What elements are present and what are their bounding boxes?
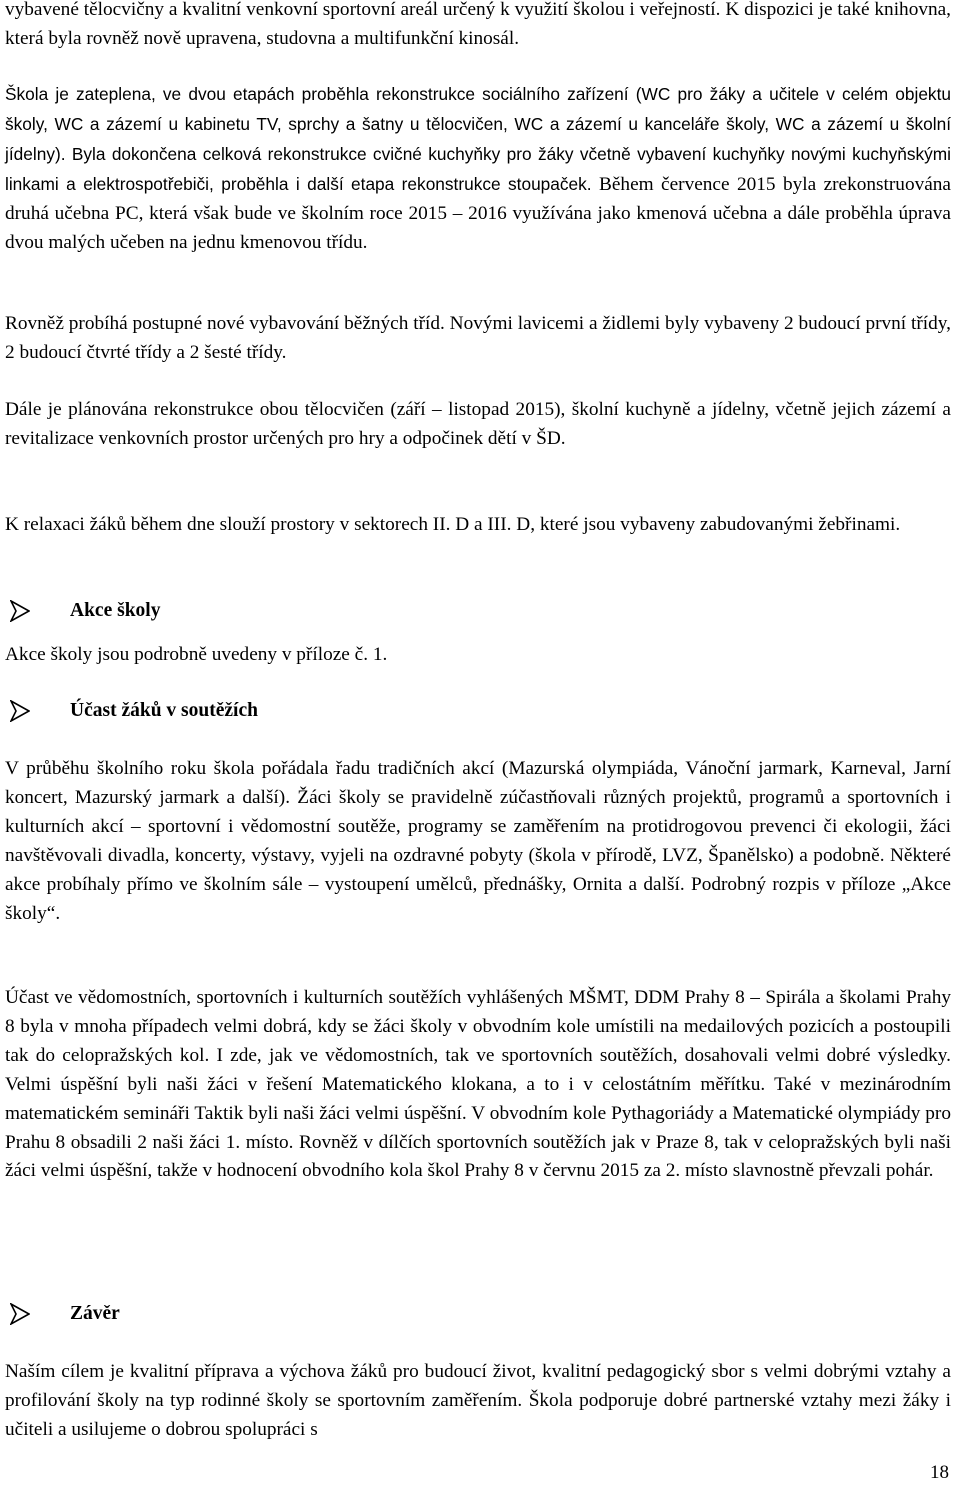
arrow-bullet-icon [10, 700, 30, 722]
paragraph-conclusion: Naším cílem je kvalitní příprava a výchova žáků pro budoucí život, kvalitní pedagogický sbor s velmi dobrými vztahy a profilování školy na typ rodinné školy se sportovním zaměřením. Škola podporuje dobré partnerské vztahy mezi žáky i učiteli a usilujeme o dobrou spolupráci s [5, 1361, 951, 1440]
arrow-bullet-icon [10, 600, 30, 622]
heading-akce-skoly-label: Akce školy [70, 600, 161, 621]
heading-zaver [5, 1303, 120, 1325]
paragraph-facilities: vybavené tělocvičny a kvalitní venkovní sportovní areál určený k využití školou i veřejností. K dispozici je také knihovna, která byla rovněž nově upravena, studovna a multifunkční kinosál. [5, 0, 951, 49]
paragraph-furniture: Rovněž probíhá postupné nové vybavování běžných tříd. Novými lavicemi a židlemi byly vybaveny 2 budoucí první třídy, 2 budoucí čtvrté třídy a 2 šesté třídy. [5, 313, 951, 363]
paragraph-school-events: V průběhu školního roku škola pořádala řadu tradičních akcí (Mazurská olympiáda, Vánoční jarmark, Karneval, Jarní koncert, Mazurský jarmark a další). Žáci školy se pravidelně zúčastňovali různých projektů, programů a sportovních i kulturních akcí – sportovní i vědomostní soutěže, programy se zaměřením na protidrogovou prevenci či ekologii, žáci navštěvovali divadla, koncerty, výstavy, vyjeli na ozdravné pobyty (škola v přírodě, LVZ, Španělsko) a podobně. Některé akce probíhaly přímo ve školním sále – vystoupení umělců, přednášky, Ornita a další. Podrobný rozpis v příloze „Akce školy“. [5, 758, 951, 924]
heading-ucast-label: Účast žáků v soutěžích [70, 700, 258, 721]
paragraph-reconstruction-part1: Škola je zateplena, ve dvou etapách proběhla rekonstrukce sociálního zařízení (WC pro žáky a učitele v celém objektu školy, WC a zázemí u kabinetu TV, sprchy a šatny u tělocvičen, WC a zázemí u kanceláře školy, WC a zázemí u školní jídelny). Byla dokončena celková rekonstrukce cvičné kuchyňky pro žáky včetně vybavení kuchyňky novými kuchyňskými linkami a elektrospotřebiči, proběhla i další etapa rekonstrukce stoupaček. [5, 84, 951, 194]
paragraph-planned: Dále je plánována rekonstrukce obou tělocvičen (září – listopad 2015), školní kuchyně a jídelny, včetně jejich zázemí a revitalizace venkovních prostor určených pro hry a odpočinek dětí v ŠD. [5, 399, 951, 449]
paragraph-reconstruction-part2: Během července 2015 byla zrekonstruována druhá učebna PC, která však bude ve školním roce 2015 – 2016 využívána jako kmenová učebna a dále proběhla úprava dvou malých učeben na jednu kmenovou třídu. [5, 173, 951, 253]
heading-zaver-label: Závěr [70, 1303, 120, 1324]
arrow-bullet-icon [10, 1303, 30, 1325]
paragraph-relaxation: K relaxaci žáků během dne slouží prostory v sektorech II. D a III. D, které jsou vybaveny zabudovanými žebřinami. [5, 514, 901, 535]
heading-akce-skoly [5, 600, 160, 622]
paragraph-akce-reference: Akce školy jsou podrobně uvedeny v příloze č. 1. [5, 644, 388, 665]
paragraph-reconstruction [5, 80, 951, 257]
page-number: 18 [930, 1462, 949, 1483]
heading-ucast-v-soutezich [5, 700, 258, 722]
paragraph-competitions: Účast ve vědomostních, sportovních i kulturních soutěžích vyhlášených MŠMT, DDM Prahy 8 – Spirála a školami Prahy 8 byla v mnoha případech velmi dobrá, kdy se žáci školy v obvodním kole umístili na medailových pozicích a postoupili tak do celopražských kol. I zde, jak ve vědomostních, tak ve sportovních soutěžích, dosahovali velmi dobré výsledky. Velmi úspěšní byli naši žáci v řešení Matematického klokana, a to i v celostátním měřítku. Také v mezinárodním matematickém semináři Taktik byli naši žáci velmi úspěšní. V obvodním kole Pythagoriády a Matematické olympiády pro Prahu 8 obsadili 2 naši žáci 1. místo. Rovněž v dílčích sportovních soutěžích jak v Praze 8, tak v celopražských byli naši žáci velmi úspěšní, takže v hodnocení obvodního kola škol Prahy 8 v červnu 2015 za 2. místo slavnostně převzali pohár. [5, 987, 951, 1182]
